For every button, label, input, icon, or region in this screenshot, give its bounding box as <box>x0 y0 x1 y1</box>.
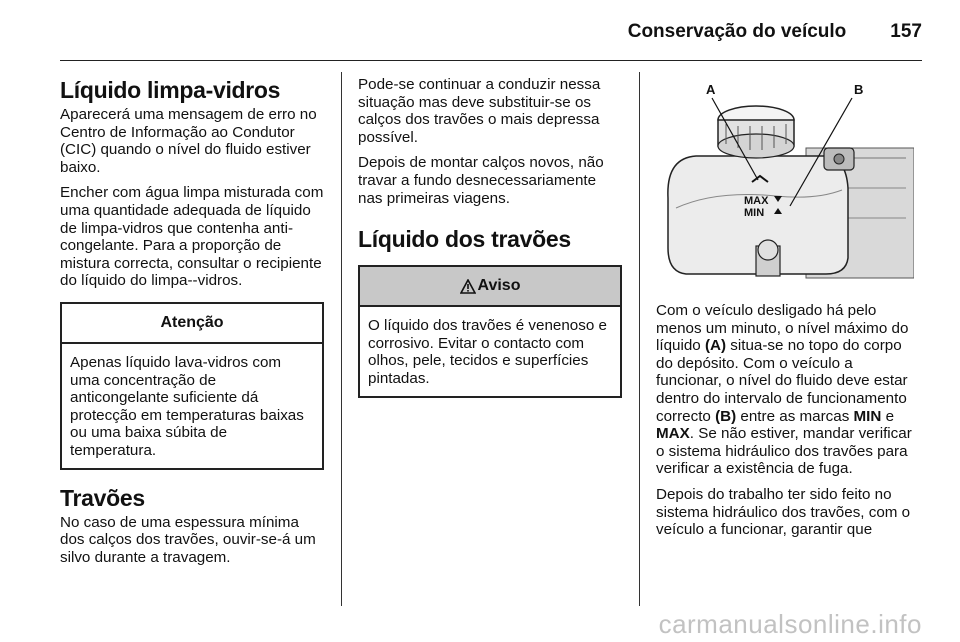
min-mark-label: MIN <box>744 207 765 219</box>
warning-triangle-icon <box>460 279 476 294</box>
header-divider <box>60 60 922 61</box>
hydraulic-work-paragraph: Depois do trabalho ter sido feito no sistema hidráulico dos travões, com o veículo a funcionar, garantir que <box>656 485 911 539</box>
column-divider-1 <box>341 72 342 606</box>
washer-fluid-heading: Líquido limpa-vidros <box>60 77 281 103</box>
warning-title: Aviso <box>477 277 521 295</box>
text-run: . Se não estiver, mandar verificar o sistema hidráulico dos travões para verificar a existência de fuga. <box>656 425 912 478</box>
column-2 <box>358 76 622 412</box>
warning-box-body <box>360 307 620 395</box>
ref-a: (A) <box>704 337 727 355</box>
brake-fluid-heading: Líquido dos travões <box>358 226 571 253</box>
page-header <box>60 14 922 50</box>
brakes-paragraph-1: No caso de uma espessura mínima dos calços dos travões, ouvir-se-á um silvo durante a travagem. <box>60 513 316 566</box>
max-ref: MAX <box>656 425 690 443</box>
column-divider-2 <box>639 72 640 606</box>
max-mark-label: MAX <box>744 195 769 207</box>
warning-box <box>358 265 622 397</box>
text-run: Com o veículo desligado há pelo menos um minuto, o nível máximo do líquido <box>656 302 909 355</box>
ref-b: (B) <box>715 407 737 425</box>
min-ref: MIN <box>853 407 882 425</box>
warning-text: O líquido dos travões é venenoso e corrosivo. Evitar o contacto com olhos, pele, tecidos e superfícies pintadas. <box>368 317 607 387</box>
callout-a: A <box>706 82 716 97</box>
caution-box <box>60 302 324 470</box>
section-title: Conservação do veículo <box>627 21 847 42</box>
caution-box-header <box>62 304 322 344</box>
column-3 <box>656 302 922 547</box>
watermark: carmanualsonline.info <box>658 609 922 639</box>
caution-title: Atenção <box>160 314 224 332</box>
caution-box-body <box>62 344 322 468</box>
text-run: e <box>881 407 895 425</box>
text-run: entre as marcas <box>736 407 854 425</box>
text-run: situa-se no topo do corpo do depósito. Com o veículo a funcionar, o nível do fluido deve estar dentro do intervalo de funcionamento correcto <box>656 337 908 425</box>
fluid-level-paragraph <box>656 302 922 478</box>
brakes-paragraph-2: Pode-se continuar a conduzir nessa situação mas deve substituir-se os calços dos travões o mais depressa possível. <box>358 76 601 146</box>
warning-box-header <box>360 267 620 307</box>
washer-paragraph-1: Aparecerá uma mensagem de erro no Centro de Informação ao Condutor (CIC) quando o nível do fluido estiver baixo. <box>60 106 317 176</box>
page-number: 157 <box>890 21 922 42</box>
brake-fluid-reservoir-illustration <box>656 78 914 280</box>
column-1 <box>60 76 324 574</box>
washer-paragraph-2: Encher com água limpa misturada com uma quantidade adequada de líquido de limpa-vidros que contenha anti-congelante. Para a proporção de mistura correcta, consultar o recipiente do líquido do limpa--vidros. <box>60 184 324 290</box>
callout-b: B <box>854 82 864 97</box>
brakes-paragraph-3: Depois de montar calços novos, não travar a fundo desnecessariamente nas primeiras viagens. <box>358 154 604 207</box>
brakes-heading: Travões <box>60 484 145 511</box>
caution-text: Apenas líquido lava-vidros com uma concentração de anticongelante suficiente dá protecção em temperaturas baixas ou uma baixa súbita de temperatura. <box>70 353 304 459</box>
